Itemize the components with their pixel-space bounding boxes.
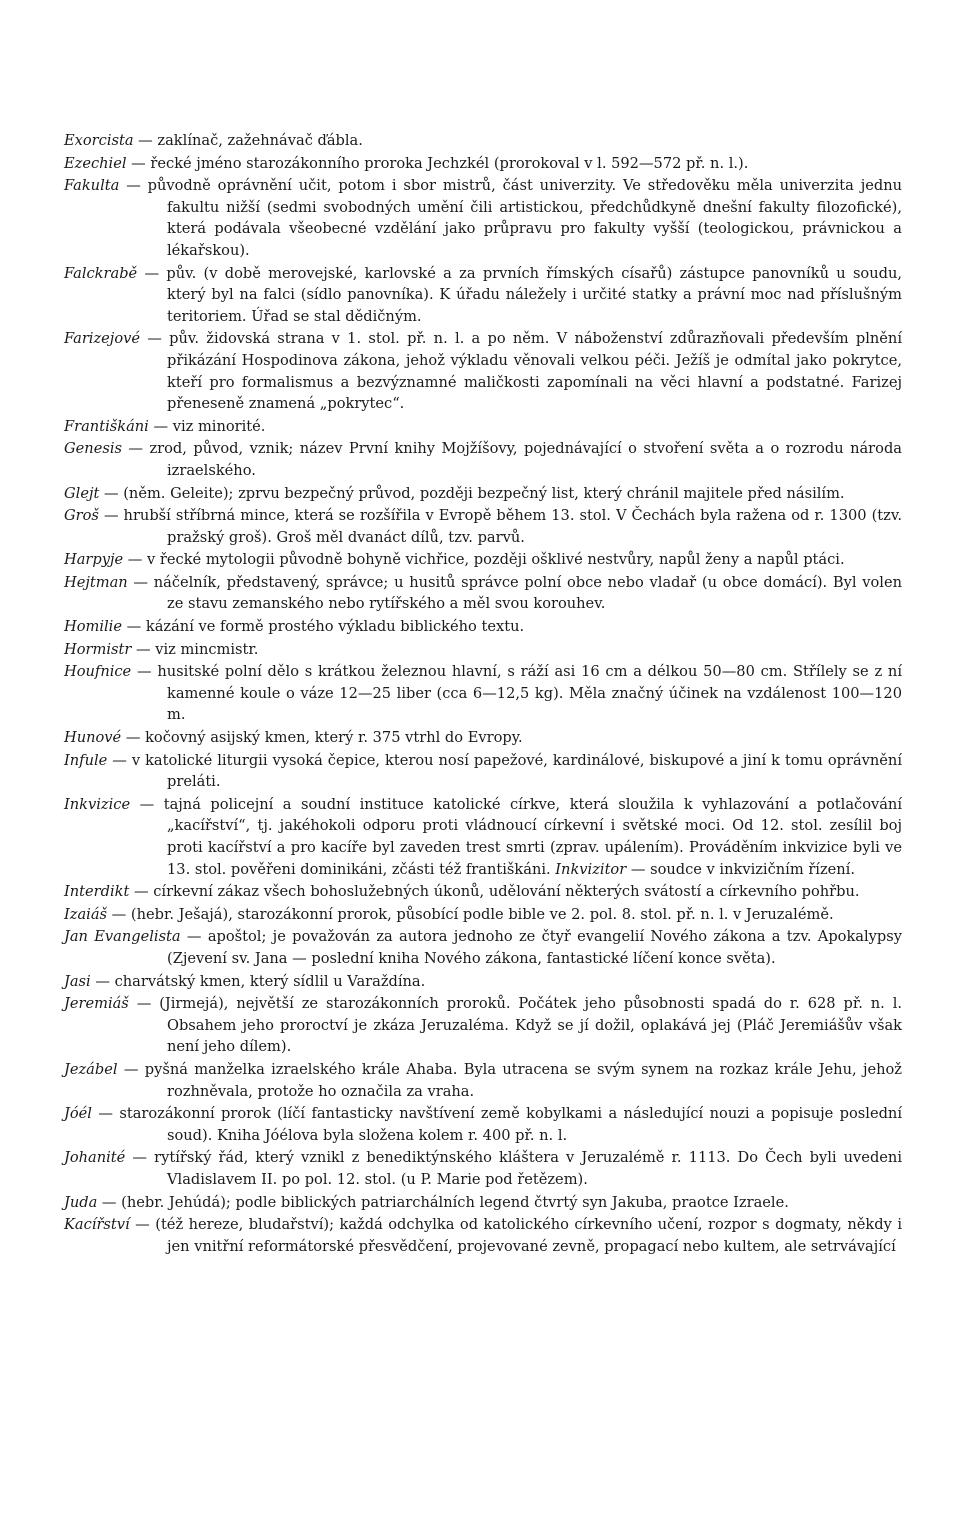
glossary-entry bbox=[64, 881, 902, 903]
entry-term: Hejtman bbox=[64, 573, 128, 591]
entry-term: Ezechiel bbox=[64, 154, 127, 172]
entry-term: Fakulta bbox=[64, 177, 120, 195]
entry-definition: — zrod, původ, vznik; název První knihy Mojžíšovy, pojednávající o stvoření světa a o rozrodu národa izraelského. bbox=[121, 440, 902, 479]
entry-term: Glejt bbox=[64, 484, 100, 502]
entry-definition: — hrubší stříbrná mince, která se rozšířila v Evropě během 13. stol. V Čechách byla ražena od r. 1300 (tzv. pražský groš). Groš měl dvanáct dílů, tzv. parvů. bbox=[98, 507, 902, 546]
glossary-entry bbox=[64, 438, 902, 481]
entry-term: Exorcista bbox=[64, 132, 134, 149]
glossary-entry bbox=[64, 263, 902, 328]
glossary-entry bbox=[64, 1214, 902, 1257]
entry-definition: — viz mincmistr. bbox=[131, 640, 259, 658]
entry-term: Johanité bbox=[64, 1149, 126, 1167]
entry-definition: — kočovný asijský kmen, který r. 375 vtrhl do Evropy. bbox=[121, 729, 523, 747]
glossary-entry bbox=[64, 1059, 902, 1102]
glossary-entry bbox=[64, 483, 902, 505]
glossary-entry bbox=[64, 904, 902, 926]
glossary-entry bbox=[64, 661, 902, 726]
entry-definition: — charvátský kmen, který sídlil u Varaždína. bbox=[90, 972, 426, 990]
glossary-entry bbox=[64, 328, 902, 414]
entry-term: Izaiáš bbox=[64, 905, 108, 923]
glossary-entry bbox=[64, 1192, 902, 1214]
entry-definition: — řecké jméno starozákonního proroka Jechzkél (prorokoval v l. 592—572 př. n. l.). bbox=[126, 154, 749, 172]
entry-definition: — (Jirmejá), největší ze starozákonních proroků. Počátek jeho působnosti spadá do r. 628 př. n. l. Obsahem jeho proroctví je zkáza Jeruzaléma. Když se jí dožil, oplakává jej (Pláč Jeremiášův však není jeho dílem). bbox=[128, 995, 902, 1056]
glossary-entry bbox=[64, 1103, 902, 1146]
glossary-entry bbox=[64, 993, 902, 1058]
entry-term: Groš bbox=[64, 507, 99, 525]
entry-definition: — náčelník, představený, správce; u husitů správce polní obce nebo vladař (u obce domácí). Byl volen ze stavu zemanského nebo rytířského a měl svou korouhev. bbox=[127, 573, 902, 613]
glossary-entry bbox=[64, 639, 902, 661]
entry-definition: — viz minorité. bbox=[148, 417, 266, 435]
glossary-entry bbox=[64, 416, 902, 438]
glossary-entry bbox=[64, 572, 902, 615]
entry-definition: — husitské polní dělo s krátkou železnou hlavní, s ráží asi 16 cm a délkou 50—80 cm. Střílely se z ní kamenné koule o váze 12—25 liber (cca 6—12,5 kg). Měla značný účinek na vzdálenost 100—120 m. bbox=[131, 663, 902, 724]
entry-subterm: Inkvizitor bbox=[555, 860, 627, 878]
glossary-entry bbox=[64, 505, 902, 548]
entry-term: Homilie bbox=[64, 618, 122, 636]
entry-definition: — (něm. Geleite); zprvu bezpečný průvod, později bezpečný list, který chránil majitele před násilím. bbox=[99, 484, 845, 502]
entry-definition: — v řecké mytologii původně bohyně vichřice, později ošklivé nestvůry, napůl ženy a napůl ptáci. bbox=[123, 551, 845, 569]
entry-definition: — starozákonní prorok (líčí fantasticky navštívení země kobylkami a následující nouzi a popisuje poslední soud). Kniha Jóélova byla složena kolem r. 400 př. n. l. bbox=[91, 1105, 902, 1144]
entry-term: Hormistr bbox=[64, 640, 132, 658]
entry-term: Jeremiáš bbox=[64, 995, 129, 1013]
entry-term: Hunové bbox=[64, 729, 122, 747]
glossary-entry bbox=[64, 549, 902, 571]
entry-term: Falckrabě bbox=[64, 264, 138, 282]
entry-definition: — v katolické liturgii vysoká čepice, kterou nosí papežové, kardinálové, biskupové a jiní k tomu oprávnění preláti. bbox=[107, 751, 902, 791]
glossary-entry bbox=[64, 1147, 902, 1190]
glossary-entry bbox=[64, 175, 902, 261]
entry-definition: — pův. židovská strana v 1. stol. př. n. l. a po něm. V náboženství zdůrazňovali především plnění přikázání Hospodinova zákona, jehož výkladu věnovali velkou péči. Ježíš je odmítal jako pokrytce, kteří pro formalismus a bezvýznamné maličkosti zapomínali na věci hlavní a podstatné. Farizej přeneseně znamená „pokrytec“. bbox=[140, 330, 902, 413]
glossary-page bbox=[64, 130, 902, 1258]
entry-definition: — pův. (v době merovejské, karlovské a za prvních římských císařů) zástupce panovníků u soudu, který byl na falci (sídlo panovníka). K úřadu náležely i určité statky a právní moc nad příslušným teritoriem. Úřad se stal dědičným. bbox=[137, 264, 902, 325]
glossary-entry bbox=[64, 130, 902, 152]
entry-definition: — pyšná manželka izraelského krále Ahaba. Byla utracena se svým synem na rozkaz krále Jehu, jehož rozhněvala, protože ho označila za vraha. bbox=[117, 1060, 902, 1100]
glossary-entry bbox=[64, 750, 902, 793]
entry-definition: — apoštol; je považován za autora jednoho ze čtyř evangelií Nového zákona a tzv. Apokalypsy (Zjevení sv. Jana — poslední kniha Nového zákona, fantastické líčení konce světa). bbox=[167, 928, 902, 967]
entry-definition: — tajná policejní a soudní instituce katolické církve, která sloužila k vyhlazování a potlačování „kacířství“, tj. jakéhokoli odporu proti vládnoucí církevní i světské moci. Od 12. stol. zesílil boj proti kacířství a pro kacíře byl zaveden trest smrti (zprav. upálením). Prováděním inkvizice byli ve 13. stol. pověřeni dominikáni, zčásti též františkáni. bbox=[130, 795, 902, 878]
entry-term: Houfnice bbox=[64, 663, 132, 681]
glossary-entry bbox=[64, 794, 902, 880]
entry-definition: — (též hereze, bludařství); každá odchylka od katolického církevního učení, rozpor s dogmaty, někdy i jen vnitřní reformátorské přesvědčení, projevované zevně, propagací nebo kultem, ale setrvávající bbox=[129, 1216, 902, 1255]
entry-term: Jan Evangelista bbox=[64, 928, 181, 946]
glossary-entry bbox=[64, 616, 902, 638]
entry-definition: — (hebr. Ješajá), starozákonní prorok, působící podle bible ve 2. pol. 8. stol. př. n. l. v Jeruzalémě. bbox=[107, 905, 834, 923]
entry-definition: — rytířský řád, který vznikl z benediktýnského kláštera v Jeruzalémě r. 1113. Do Čech byli uvedeni Vladislavem II. po pol. 12. stol. (u P. Marie pod řetězem). bbox=[125, 1149, 902, 1188]
entry-term: Františkáni bbox=[64, 417, 149, 435]
entry-definition: — zaklínač, zažehnávač ďábla. bbox=[133, 132, 363, 149]
entry-term: Genesis bbox=[64, 440, 122, 458]
entry-term: Jasi bbox=[64, 972, 91, 990]
entry-subdefinition: — soudce v inkvizičním řízení. bbox=[626, 860, 855, 878]
glossary-entry bbox=[64, 971, 902, 993]
entry-definition: — kázání ve formě prostého výkladu biblického textu. bbox=[122, 618, 525, 636]
entry-term: Jóél bbox=[64, 1105, 92, 1123]
entry-term: Harpyje bbox=[64, 551, 124, 569]
entry-term: Kacířství bbox=[64, 1216, 130, 1234]
glossary-entry bbox=[64, 727, 902, 749]
entry-definition: — původně oprávnění učit, potom i sbor mistrů, část univerzity. Ve středověku měla univerzita jednu fakultu nižší (sedmi svobodných umění čili artistickou, předchůdkyně dnešní fakulty filozofické), která podávala všeobecné vzdělání jako průpravu pro fakulty vyšší (teologickou, právnickou a lékařskou). bbox=[119, 177, 902, 259]
entry-term: Interdikt bbox=[64, 883, 130, 901]
entry-term: Jezábel bbox=[64, 1060, 118, 1078]
entry-definition: — (hebr. Jehúdá); podle biblických patriarchálních legend čtvrtý syn Jakuba, praotce Izraele. bbox=[97, 1193, 789, 1211]
entry-term: Inkvizice bbox=[64, 795, 131, 813]
glossary-entry bbox=[64, 153, 902, 175]
entry-definition: — církevní zákaz všech bohoslužebných úkonů, udělování některých svátostí a církevního pohřbu. bbox=[129, 883, 860, 901]
entry-term: Juda bbox=[64, 1193, 98, 1211]
entry-term: Farizejové bbox=[64, 330, 140, 348]
glossary-entry bbox=[64, 926, 902, 969]
entry-term: Infule bbox=[64, 751, 108, 769]
